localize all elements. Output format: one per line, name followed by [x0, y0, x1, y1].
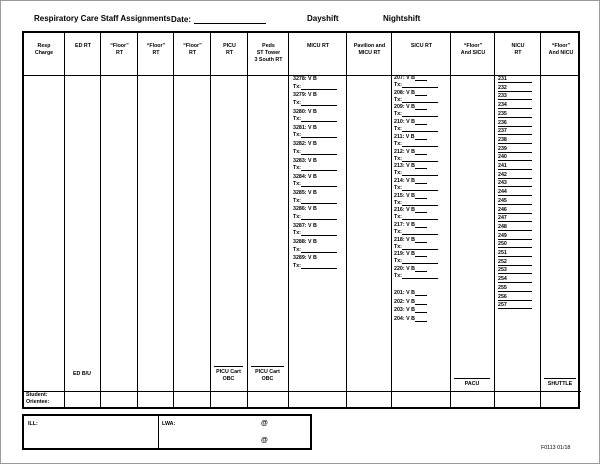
column-divider	[137, 33, 138, 407]
nicu-bed-line[interactable]: 236	[498, 120, 532, 127]
micu-room-row[interactable]: 3282: V B	[293, 141, 317, 148]
column-divider	[450, 33, 451, 407]
micu-tx-line[interactable]: Tx:	[293, 132, 337, 138]
nicu-bed-line[interactable]: 235	[498, 111, 532, 118]
nicu-bed-line[interactable]: 254	[498, 276, 532, 283]
column-header: “Floor” And NICU	[548, 43, 574, 56]
column-divider	[173, 33, 174, 407]
sicu-tx-line[interactable]: Tx:	[394, 244, 438, 250]
date-input-line[interactable]	[194, 14, 266, 24]
nicu-bed-line[interactable]: 245	[498, 198, 532, 205]
sicu-tx-line[interactable]: Tx:	[394, 111, 438, 117]
sicu-room-row[interactable]: 219: V B	[394, 251, 427, 257]
ed-bu-footer: ED B/U	[73, 371, 91, 377]
nicu-bed-line[interactable]: 232	[498, 85, 532, 92]
sicu-room-row[interactable]: 208: V B	[394, 90, 427, 96]
nicu-bed-line[interactable]: 240	[498, 154, 532, 161]
at-sign-2: @	[261, 437, 268, 444]
column-divider	[100, 33, 101, 407]
column-header: MICU RT	[306, 43, 330, 49]
nicu-bed-line[interactable]: 257	[498, 302, 532, 309]
micu-room-row[interactable]: 3279: V B	[293, 92, 317, 99]
column-divider	[210, 33, 211, 407]
student-divider	[24, 391, 581, 392]
sicu-room-row[interactable]: 211: V B	[394, 134, 427, 140]
micu-room-row[interactable]: 3287: V B	[293, 222, 317, 229]
sicu-tx-line[interactable]: Tx:	[394, 170, 438, 176]
orientee-label: Orientee:	[26, 399, 50, 405]
sicu-tx-line[interactable]: Tx:	[394, 214, 438, 220]
nicu-bed-line[interactable]: 231	[498, 76, 532, 83]
student-label: Student:	[26, 392, 48, 398]
ill-label: ILL:	[28, 421, 38, 427]
shuttle-footer-line[interactable]	[544, 378, 576, 379]
picu-cart-footer-line[interactable]	[214, 366, 243, 367]
micu-tx-line[interactable]: Tx:	[293, 116, 337, 122]
sicu-tx-line[interactable]: Tx:	[394, 141, 438, 147]
nicu-bed-line[interactable]: 256	[498, 294, 532, 301]
column-header: SICU RT	[410, 43, 433, 49]
micu-tx-line[interactable]: Tx:	[293, 198, 337, 204]
sicu-extra-room-row[interactable]: 203: V B	[394, 307, 427, 313]
nicu-bed-line[interactable]: 234	[498, 102, 532, 109]
sicu-room-row[interactable]: 209: V B	[394, 104, 427, 110]
sicu-room-row[interactable]: 210: V B	[394, 119, 427, 125]
sicu-tx-line[interactable]: Tx:	[394, 126, 438, 132]
column-divider	[288, 33, 289, 407]
shuttle-footer: SHUTTLE	[547, 381, 573, 387]
sicu-room-row[interactable]: 212: V B	[394, 149, 427, 155]
nightshift-label: Nightshift	[383, 14, 421, 23]
nicu-bed-line[interactable]: 239	[498, 146, 532, 153]
micu-tx-line[interactable]: Tx:	[293, 84, 337, 90]
micu-tx-line[interactable]: Tx:	[293, 230, 337, 236]
micu-tx-line[interactable]: Tx:	[293, 181, 337, 187]
sicu-tx-line[interactable]: Tx:	[394, 97, 438, 103]
nicu-bed-line[interactable]: 237	[498, 128, 532, 135]
column-divider	[391, 33, 392, 407]
sicu-room-row[interactable]: 215: V B	[394, 193, 427, 199]
sicu-room-row[interactable]: 220: V B	[394, 266, 427, 272]
micu-tx-line[interactable]: Tx:	[293, 263, 337, 269]
micu-tx-line[interactable]: Tx:	[293, 100, 337, 106]
column-header: ED RT	[75, 43, 91, 49]
form-title: Respiratory Care Staff Assignments	[34, 14, 171, 23]
micu-room-row[interactable]: 3281: V B	[293, 124, 317, 131]
micu-room-row[interactable]: 3285: V B	[293, 190, 317, 197]
sicu-room-row[interactable]: 213: V B	[394, 163, 427, 169]
column-divider	[494, 33, 495, 407]
column-header: Peds ST Tower 3 South RT	[254, 43, 283, 63]
at-sign-1: @	[261, 420, 268, 427]
nicu-bed-line[interactable]: 241	[498, 163, 532, 170]
column-divider	[247, 33, 248, 407]
nicu-bed-line[interactable]: 244	[498, 189, 532, 196]
nicu-bed-line[interactable]: 238	[498, 137, 532, 144]
ill-lwa-divider	[158, 416, 159, 448]
column-divider	[346, 33, 347, 407]
sicu-tx-line[interactable]: Tx:	[394, 82, 438, 88]
sicu-extra-room-row[interactable]: 204: V B	[394, 316, 427, 322]
peds-cart-footer: PICU Cart OBC	[255, 369, 280, 382]
column-header: “Floor” And SICU	[460, 43, 486, 56]
column-header: “Floor” RT	[183, 43, 202, 56]
sicu-room-row[interactable]: 207: V B	[394, 75, 427, 81]
nicu-bed-line[interactable]: 251	[498, 250, 532, 257]
column-header: “Floor” RT	[110, 43, 129, 56]
dayshift-label: Dayshift	[307, 14, 339, 23]
sicu-room-row[interactable]: 214: V B	[394, 178, 427, 184]
micu-tx-line[interactable]: Tx:	[293, 247, 337, 253]
pacu-footer-line[interactable]	[454, 378, 490, 379]
micu-room-row[interactable]: 3280: V B	[293, 108, 317, 115]
nicu-bed-line[interactable]: 247	[498, 215, 532, 222]
nicu-bed-line[interactable]: 249	[498, 233, 532, 240]
micu-room-row[interactable]: 3286: V B	[293, 206, 317, 213]
sicu-tx-line[interactable]: Tx:	[394, 185, 438, 191]
nicu-bed-line[interactable]: 242	[498, 172, 532, 179]
sicu-room-row[interactable]: 216: V B	[394, 207, 427, 213]
nicu-bed-line[interactable]: 252	[498, 259, 532, 266]
micu-tx-line[interactable]: Tx:	[293, 214, 337, 220]
column-divider	[64, 33, 65, 407]
micu-tx-line[interactable]: Tx:	[293, 165, 337, 171]
micu-room-row[interactable]: 3288: V B	[293, 239, 317, 245]
sicu-tx-line[interactable]: Tx:	[394, 258, 438, 264]
pacu-footer: PACU	[464, 381, 480, 387]
column-header: PICU RT	[223, 43, 236, 56]
nicu-bed-line[interactable]: 255	[498, 285, 532, 292]
micu-room-row[interactable]: 3283: V B	[293, 157, 317, 164]
lwa-label: LWA:	[162, 421, 176, 427]
form-code: F0113 01/18	[541, 445, 571, 451]
micu-room-row[interactable]: 3278: V B	[293, 76, 317, 82]
micu-room-row[interactable]: 3284: V B	[293, 173, 317, 180]
picu-cart-footer: PICU Cart OBC	[216, 369, 241, 382]
column-divider	[540, 33, 541, 407]
sicu-extra-room-row[interactable]: 201: V B	[394, 290, 427, 296]
column-header: Pavilion and MICU RT	[353, 43, 386, 56]
sicu-room-row[interactable]: 217: V B	[394, 222, 427, 228]
sicu-tx-line[interactable]: Tx:	[394, 229, 438, 235]
nicu-bed-line[interactable]: 233	[498, 93, 532, 100]
sicu-extra-room-row[interactable]: 202: V B	[394, 299, 427, 305]
column-header: “Floor” RT	[146, 43, 166, 56]
column-header: NICU RT	[511, 43, 525, 56]
column-header: Resp Charge	[34, 43, 54, 56]
micu-tx-line[interactable]: Tx:	[293, 149, 337, 155]
sicu-room-row[interactable]: 218: V B	[394, 237, 427, 243]
nicu-bed-line[interactable]: 243	[498, 180, 532, 187]
nicu-bed-line[interactable]: 250	[498, 241, 532, 248]
micu-room-row[interactable]: 3289: V B	[293, 255, 317, 262]
nicu-bed-line[interactable]: 248	[498, 224, 532, 231]
nicu-bed-line[interactable]: 253	[498, 267, 532, 274]
sicu-tx-line[interactable]: Tx:	[394, 200, 438, 206]
sicu-tx-line[interactable]: Tx:	[394, 156, 438, 162]
nicu-bed-line[interactable]: 246	[498, 207, 532, 214]
peds-cart-footer-line[interactable]	[251, 366, 284, 367]
ill-lwa-box	[22, 414, 312, 450]
date-field[interactable]	[171, 14, 266, 24]
date-label: Date:	[171, 15, 192, 24]
sicu-tx-line[interactable]: Tx:	[394, 273, 438, 279]
